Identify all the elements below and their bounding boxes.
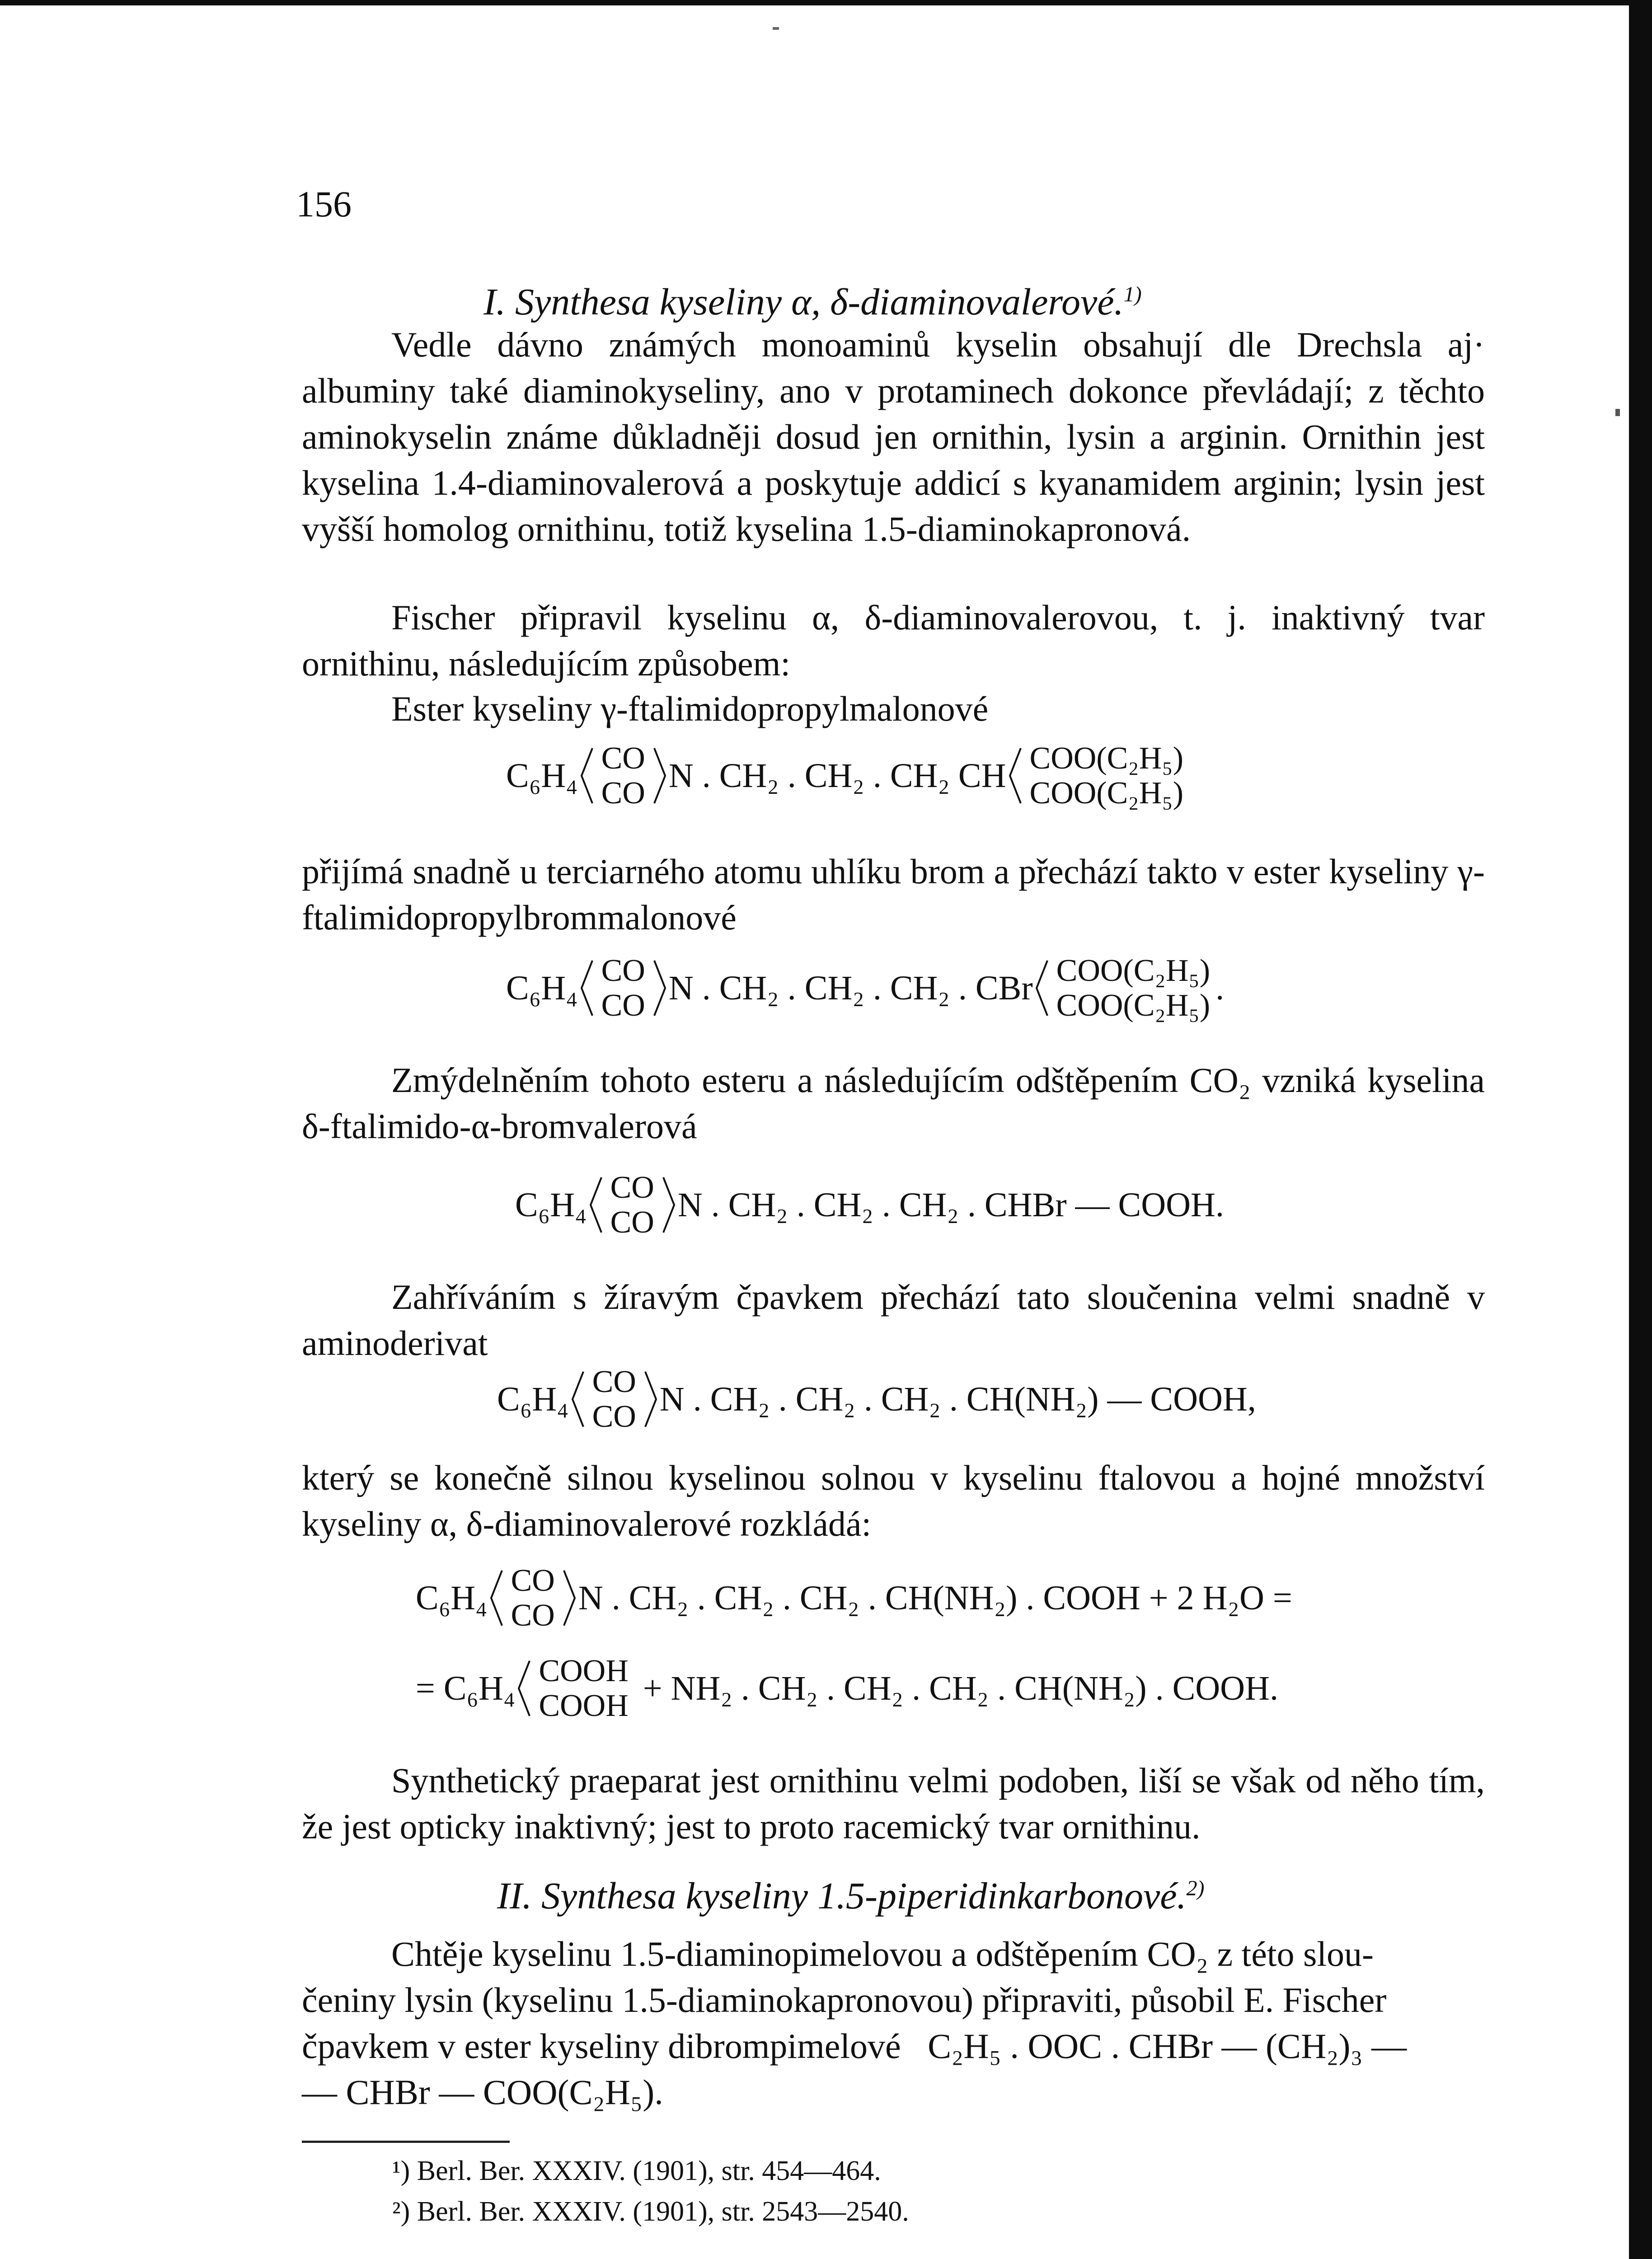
fraction: COOH COOH — [539, 1654, 629, 1723]
text-line: čpavkem v ester kyseliny dibrompimelové C₂H₅ . OOC . CHBr — (CH₂)₃ — — [302, 2026, 1407, 2066]
bracket-close-icon — [644, 1370, 657, 1429]
bracket-open-icon — [590, 1176, 602, 1234]
footnote: ¹) Berl. Ber. XXXIV. (1901), str. 454—464. — [392, 2156, 881, 2186]
bracket-open-icon — [518, 1659, 530, 1718]
scan-border-right — [1629, 0, 1652, 2259]
fraction: CO CO — [601, 953, 645, 1023]
fraction: CO CO — [610, 1170, 654, 1240]
fraction: COO(C₂H₅) COO(C₂H₅) — [1029, 741, 1183, 811]
paragraph: přijímá snadně u terciarného atomu uhlíku brom a přechází takto v ester kyseliny γ-ftalimidopropylbrommalonové — [302, 852, 1485, 937]
paragraph: Synthetický praeparat jest ornithinu velmi podoben, liší se však od něho tím, že jest opticky inaktivný; jest to proto racemický tvar ornithinu. — [302, 1761, 1485, 1846]
bracket-open-icon — [581, 959, 593, 1017]
bracket-open-icon — [572, 1370, 584, 1429]
bracket-open-icon — [1009, 746, 1022, 805]
fraction: COO(C₂H₅) COO(C₂H₅) — [1056, 953, 1211, 1023]
bracket-close-icon — [653, 746, 666, 805]
bracket-close-icon — [653, 959, 666, 1017]
formula-5b: = C₆H₄ COOH COOH + NH₂ . CH₂ . CH₂ . CH₂ . CH(NH₂) . COOH. — [416, 1654, 1278, 1723]
paragraph: Zahříváním s žíravým čpavkem přechází tato sloučenina velmi snadně v aminoderivat — [302, 1277, 1485, 1363]
footnote: ²) Berl. Ber. XXXIV. (1901), str. 2543—2540. — [392, 2196, 909, 2227]
text-line: Ester kyseliny γ-ftalimidopropylmalonové — [391, 689, 989, 728]
section-title-1: I. Synthesa kyseliny α, δ-diaminovalerové.$^{1)}$ — [483, 281, 1142, 323]
text-line: — CHBr — COO(C₂H₅). — [302, 2072, 663, 2112]
page-number: 156 — [296, 183, 352, 225]
fraction: CO CO — [592, 1364, 636, 1434]
bracket-open-icon — [581, 746, 593, 805]
bracket-close-icon — [662, 1176, 675, 1234]
formula-5a: C₆H₄ CO CO N . CH₂ . CH₂ . CH₂ . CH(NH₂) . COOH + 2 H₂O = — [416, 1563, 1292, 1633]
paragraph: který se konečně silnou kyselinou solnou v kyselinu ftalovou a hojné množství kyseliny α, δ-diaminovalerové rozkládá: — [302, 1458, 1485, 1543]
formula-4: C₆H₄ CO CO N . CH₂ . CH₂ . CH₂ . CH(NH₂) — COOH, — [497, 1364, 1256, 1434]
bracket-open-icon — [490, 1569, 503, 1627]
fraction: CO CO — [601, 741, 645, 811]
text-line: Chtěje kyselinu 1.5-diaminopimelovou a odštěpením CO₂ z této slou- — [391, 1934, 1374, 1973]
footnote-separator — [302, 2141, 510, 2143]
fraction: CO CO — [511, 1563, 555, 1633]
section-title-2: II. Synthesa kyseliny 1.5-piperidinkarbonové.$^{2)}$ — [497, 1875, 1205, 1917]
paragraph: Zmýdelněním tohoto esteru a následujícím odštěpením CO₂ vzniká kyselina δ-ftalimido-α-bromvalerová — [302, 1060, 1485, 1146]
paragraph: Fischer připravil kyselinu α, δ-diaminovalerovou, t. j. inaktivný tvar ornithinu, následujícím způsobem: — [302, 598, 1485, 683]
bracket-close-icon — [563, 1569, 576, 1627]
formula-1: C₆H₄ CO CO N . CH₂ . CH₂ . CH₂ CH COO(C₂H₅) COO(C₂H₅) — [506, 741, 1183, 811]
formula-2: C₆H₄ CO CO N . CH₂ . CH₂ . CH₂ . CBr COO(C₂H₅) COO(C₂H₅) . — [506, 953, 1225, 1023]
bracket-open-icon — [1036, 959, 1048, 1017]
paragraph: Vedle dávno známých monoaminů kyselin obsahují dle Drechsla aj· albuminy také diaminokyseliny, ano v protaminech dokonce převládají; z těchto aminokyselin známe důkladněji dosud jen ornithin, lysin a arginin. Ornithin jest kyselina 1.4-diaminovalerová a poskytuje addicí s kyanamidem arginin; lysin jest vyšší homolog ornithinu, totiž kyselina 1.5-diaminokapronová. — [302, 325, 1485, 548]
text-line: čeniny lysin (kyselinu 1.5-diaminokapronovou) připraviti, působil E. Fischer — [302, 1980, 1387, 2020]
formula-3: C₆H₄ CO CO N . CH₂ . CH₂ . CH₂ . CHBr — COOH. — [515, 1170, 1224, 1240]
